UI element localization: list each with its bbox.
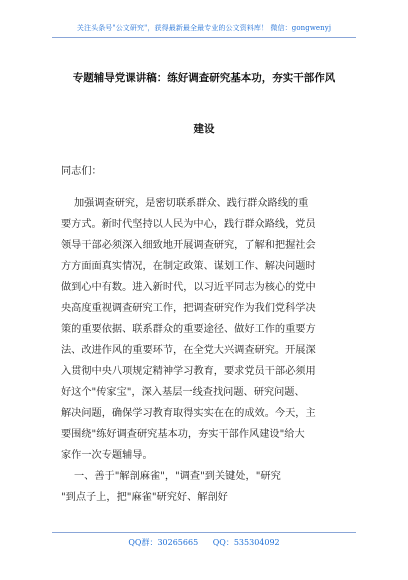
- section-heading-line: 一、善于"解剖麻雀"，"调查"到关键处，"研究: [61, 471, 281, 482]
- body-line: 策的重要依据、联系群众的重要途径、做好工作的重要方: [61, 324, 316, 335]
- document-title-line2: 建设: [193, 123, 215, 135]
- body-line: 要方式。新时代坚持以人民为中心，践行群众路线，党员: [61, 219, 316, 230]
- section-heading-line: "到点子上，把"麻雀"研究好、解剖好: [61, 492, 228, 503]
- body-line: 做到心中有数。进入新时代，以习近平同志为核心的党中: [61, 282, 316, 293]
- body-line: 解决问题，确保学习教育取得实实在在的成效。今天，主: [61, 408, 316, 419]
- body-line: 法、改进作风的重要环节，在全党大兴调查研究。开展深: [61, 345, 316, 356]
- footer-contact: [0, 537, 408, 548]
- body-line: 好这个"传家宝"，深入基层一线查找问题、研究问题、: [61, 387, 305, 398]
- header-notice: 关注头条号"公文研究"，获得最新最全最专业的公文资料库！ 微信：gongwenyj: [76, 24, 332, 32]
- document-title-line1: 专题辅导党课讲稿：练好调查研究基本功，夯实干部作风: [72, 72, 336, 84]
- body-line: 央高度重视调查研究工作，把调查研究作为我们党科学决: [61, 303, 316, 314]
- salutation: 同志们：: [61, 166, 102, 177]
- body-line: 方方面面真实情况，在制定政策、谋划工作、解决问题时: [61, 261, 316, 272]
- header-divider: [52, 37, 356, 38]
- footer-qq-group: QQ群：30265665: [128, 538, 199, 547]
- body-line: 家作一次专题辅导。: [61, 450, 153, 461]
- footer-divider: [52, 532, 356, 533]
- body-line: 加强调查研究，是密切联系群众、践行群众路线的重: [61, 198, 309, 209]
- footer-qq: QQ：535304092: [212, 538, 280, 547]
- body-line: 领导干部必须深入细致地开展调查研究，了解和把握社会: [61, 240, 316, 251]
- body-line: 要围绕"练好调查研究基本功，夯实干部作风建设"给大: [61, 429, 305, 440]
- body-line: 入贯彻中央八项规定精神学习教育，要求党员干部必须用: [61, 366, 316, 377]
